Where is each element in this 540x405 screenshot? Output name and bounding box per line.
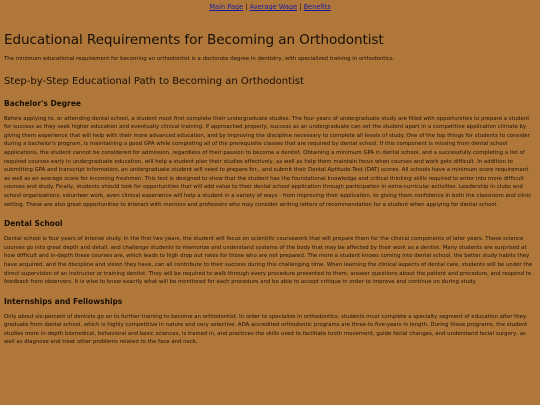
top-navigation (4, 0, 536, 15)
page-title: Educational Requirements for Becoming an Orthodontist (4, 32, 384, 48)
nav-link-main-page[interactable]: Main Page (209, 3, 244, 11)
heading-bachelors-degree: Bachelor's Degree (4, 98, 81, 108)
internships-fellowships-paragraph: Only about six-percent of dentists go on to further training to become an orthodontist. In order to specialize in orthodontics, students must complete a specialty segment of education after they graduate from dental school, which is highly competitive in nature and very selective. ADA accredited orthodontic programs are three-to five-years in length. During these programs, the student studies more in-depth biomedical, behavioral and basic sciences, is trained in, and practices the skills used to facilitate tooth movement, guide facial changes, and understand facial surgery, as well as diagnose and treat other problems related to the face and neck. (4, 313, 528, 346)
bachelors-degree-paragraph: Before applying to, or attending dental school, a student must first complete their undergraduate studies. The four years of undergraduate study are filled with opportunities to prepare a student for success as they seek higher education and eventually clinical training. If approached properly, success as an undergraduate can set the student apart in a competitive application climate by giving them experience that will help with their more advanced education, and by improving the discipline necessary to complete all levels of study. One of the top things for students to consider during a bachelor's program, is maintaining a good GPA while completing all of the prerequisite classes that are required by dental school. If this component is missing from dental school applications, the student cannot be considered for admission, regardless of their passion to become a dentist. Obtaining a minimum GPA in dental school, and a successfully completing a list of required courses early in undergraduate education, will help a student plan their studies effectively, as well as help them maintain focus when courses and work gets difficult. In addition to submitting GPA and transcript information, an undergraduate student will need to prepare for,, and submit their Dental Aptitude Test (DAT) scores. All schools have a minimum score requirement as well as an average score for incoming freshmen. This test is designed to show that the student has the foundational knowledge and critical thinking skills required to enter into more difficult courses and study. Finally, students should look for opportunities that will add value to their dental school application through participation in extra-curricular activities. Leadership in clubs and school organizations, volunteer work, even clinical experience will help a student in a variety of ways - from improving their application, to giving them confidence in both the classroom and clinic setting. These are also great opportunities to interact with mentors and professors who may consider writing letters of recommendation for a student when applying for dental school. (4, 115, 532, 208)
nav-link-benefits[interactable]: Benefits (303, 3, 331, 11)
intro-paragraph: The minimum educational requirement for becoming an orthodontist is a doctorate degree in dentistry, with specialized training in orthodontics. (4, 56, 395, 62)
heading-dental-school: Dental School (4, 219, 63, 229)
nav-link-average-wage[interactable]: Average Wage (249, 3, 298, 11)
section-heading: Step-by-Step Educational Path to Becoming an Orthodontist (4, 75, 304, 87)
heading-internships-fellowships: Internships and Fellowships (4, 296, 123, 306)
nav-separator: | (299, 3, 302, 11)
dental-school-paragraph: Dental school is four years of intense study. In the first two years, the student will focus on scientific coursework that will prepare them for the clinical components of later years. These science courses go into great depth and detail, and challenge students to memorize and understand systems of the body that may be affected by their work as a dentist. Many students are surprised at how difficult and in-depth these courses are, which leads to high drop out rates for those who are not prepared. The more a student knows coming into dental school, the better study habits they have acquired, and the discipline and vision they have, can all contribute to their success during this challenging time. When learning the clinical aspects of dental care, students will be under the direct supervision of an instructor or training dentist. They will be required to walk through every procedure presented to them, answer questions about the patient and procedure, and respond to feedback from observers. It is wise to know exactly what will be monitored for each procedure and be able to accept critique in order to improve and continue on during study. (4, 236, 533, 286)
nav-separator: | (245, 3, 248, 11)
